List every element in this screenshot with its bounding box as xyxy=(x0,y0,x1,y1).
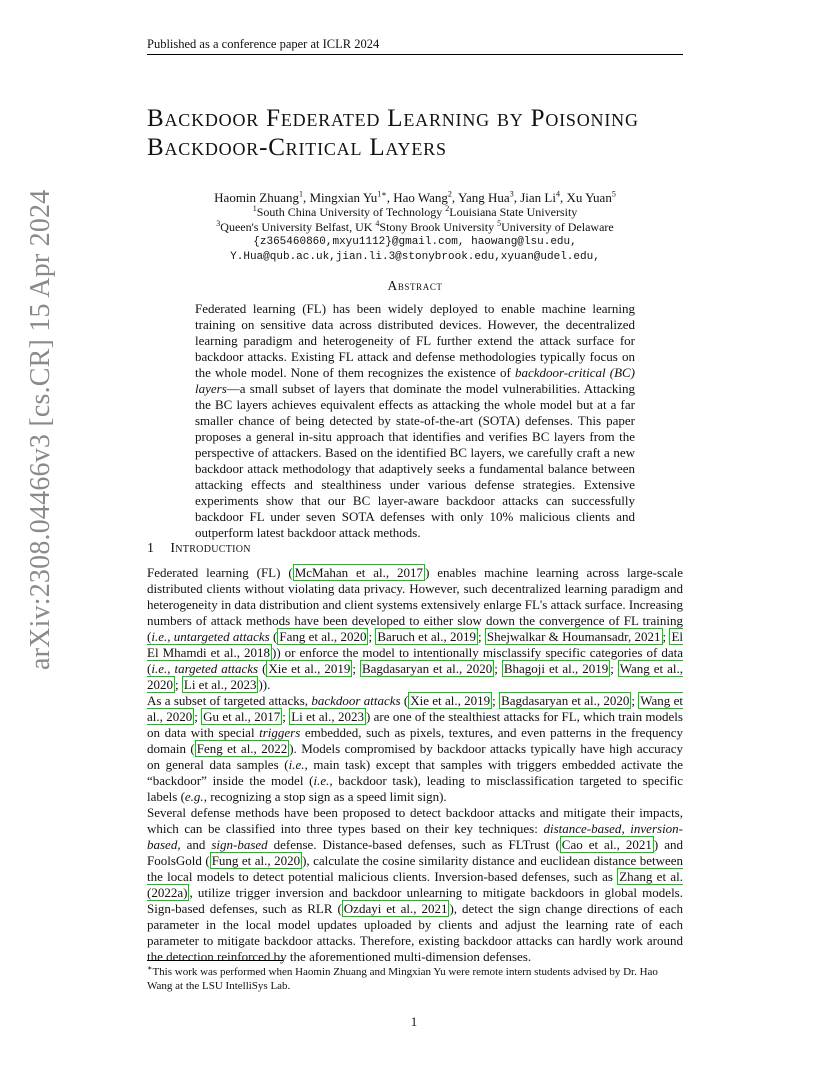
text-run: ), calculate the cosine similarity distance and euclidean distance between the local models to detect potential malicious clients. Inversion-based defenses, such as xyxy=(147,853,684,884)
abstract-heading: Abstract xyxy=(387,278,443,293)
text-run: Several defense methods have been proposed to detect backdoor attacks and mitigate their impacts, which can be classified into three types based on their key techniques: xyxy=(147,805,683,836)
text-run: , xyxy=(167,661,175,676)
citation-link[interactable]: Gu et al., 2017 xyxy=(203,709,281,724)
section-heading xyxy=(147,541,251,557)
text-run: defense. Distance-based defenses, such as FLTrust ( xyxy=(267,837,560,852)
affil-sup: 2 xyxy=(445,204,450,213)
text-run: , backdoor task), leading to misclassification targeted to specific labels ( xyxy=(147,773,683,804)
arxiv-stamp: arXiv:2308.04466v3 [cs.CR] 15 Apr 2024 xyxy=(25,189,56,670)
text-run: ) enables machine learning across large-scale distributed clients without violating data privacy. However, such decentralized learning paradigm and heterogeneity in data distribution and client systems extensively enlarge FL's attack surface. Increasing numbers of attack methods have been developed to either slow down the convergence of FL training ( xyxy=(147,565,684,644)
citation-link[interactable]: Xie et al., 2019 xyxy=(410,693,491,708)
text-run: Federated learning (FL) ( xyxy=(147,565,293,580)
author-name: Xu Yuan xyxy=(566,190,612,205)
emphasis: untargeted attacks xyxy=(173,629,270,644)
affil-sup: 3 xyxy=(216,219,221,228)
text-run: ( xyxy=(258,661,267,676)
emphasis: sign-based xyxy=(211,837,268,852)
abstract-emphasis: backdoor-critical (BC) layers xyxy=(195,365,636,396)
affiliation: Queen's University Belfast, UK xyxy=(220,220,376,234)
footnote-rule xyxy=(147,960,283,961)
emphasis: targeted attacks xyxy=(174,661,259,676)
author-name: Haomin Zhuang xyxy=(214,190,299,205)
text-run: , xyxy=(167,629,174,644)
affiliation: University of Delaware xyxy=(501,220,614,234)
text-run: , and xyxy=(177,837,212,852)
intro-paragraph-2: As a subset of targeted attacks, backdoor attacks ( Xie et al., 2019 ; Bagdasaryan et al., 2020 ; Wang et al., 2020 ; Gu et al., 2017 ; Li et al., 2023 ) are one of the stealthiest attacks for FL, which train models on data with special triggers embedded, such as pixels, textures, and even patterns in the frequency domain ( Feng et al., 2022 ). Models compromised by backdoor attacks typically have high accuracy on general data samples (i.e., main task) except that samples with triggers embedded activate the “backdoor” inside the model (i.e., backdoor task), leading to misclassification targeted to specific labels (e.g., recognizing a stop sign as a speed limit sign). xyxy=(147,693,683,804)
affiliation-line-2 xyxy=(147,220,683,235)
text-run: ) are one of the stealthiest attacks for FL, which train models on data with special xyxy=(147,709,683,740)
author-sup: 5 xyxy=(611,189,616,199)
text-run: ( xyxy=(269,629,278,644)
text-run: ) and FoolsGold ( xyxy=(147,837,683,868)
running-header: Published as a conference paper at ICLR 2024 xyxy=(147,37,380,51)
author-sup: 4 xyxy=(555,189,560,199)
author-sup: 2 xyxy=(447,189,452,199)
emphasis: inversion-based xyxy=(147,821,684,852)
citation-link[interactable]: Bagdasaryan et al., 2020 xyxy=(361,661,493,676)
header-rule xyxy=(147,54,683,55)
citation-link[interactable]: Cao et al., 2021 xyxy=(561,837,652,852)
affiliation: South China University of Technology xyxy=(256,205,446,219)
citation-link[interactable]: Feng et al., 2022 xyxy=(196,741,288,756)
citation-link[interactable]: Zhang et al. (2022a) xyxy=(147,869,683,900)
text-run: , recognizing a stop sign as a speed limit sign). xyxy=(203,789,447,804)
author-sup: 1∗ xyxy=(377,189,387,199)
citation-link[interactable]: El El Mhamdi et al., 2018 xyxy=(147,629,683,660)
text-run: i.e. xyxy=(151,661,168,676)
footnote-text: This work was performed when Haomin Zhuang and Mingxian Yu were remote intern students advised by Dr. Hao Wang at the LSU IntelliSys Lab. xyxy=(147,966,658,992)
author-name: Yang Hua xyxy=(457,190,510,205)
footnote xyxy=(147,965,683,993)
text-run: i.e. xyxy=(288,757,305,772)
affil-sup: 4 xyxy=(375,219,380,228)
page-number: 1 xyxy=(410,1014,418,1029)
text-run: embedded, such as pixels, textures, and even patterns in the frequency domain ( xyxy=(147,725,683,756)
affiliation-line-1 xyxy=(147,205,683,220)
text-run: ), detect the sign change directions of each parameter in the local model updates uploaded by clients and adjust the learning rate of each parameter to mitigate backdoor attacks. Therefore, existing backdoor attacks can hardly work around the detection reinforced by the aforementioned multi-dimension defenses. xyxy=(147,901,683,964)
text-run: ). Models compromised by backdoor attacks typically have high accuracy on general data samples ( xyxy=(147,741,683,772)
author-name: Hao Wang xyxy=(393,190,448,205)
author-names: Haomin Zhuang$^1$, Mingxian $Yu^{1∗}$, Hao Wang$^2$, Yang Hua$^3$, Jian Li$^4$, Xu Yuan$^5$ xyxy=(214,189,616,205)
text-run: )) or enforce the model to intentionally misclassify specific categories of data ( xyxy=(147,645,684,676)
citation-link[interactable]: Ozdayi et al., 2021 xyxy=(343,901,448,916)
citation-link[interactable]: Bagdasaryan et al., 2020 xyxy=(501,693,630,708)
citation-link[interactable]: Fang et al., 2020 xyxy=(279,629,367,644)
affiliation: Louisiana State University xyxy=(449,205,578,219)
affil-sup: 1 xyxy=(252,204,257,213)
author-sup: 3 xyxy=(509,189,514,199)
text-run: As a subset of targeted attacks, xyxy=(147,693,312,708)
emphasis: backdoor attacks xyxy=(311,693,401,708)
author-sup: 1 xyxy=(299,189,303,199)
citation-link[interactable]: Bhagoji et al., 2019 xyxy=(503,661,609,676)
email-line-1: {z365460860,mxyu1112}@gmail.com, haowang@lsu.edu, xyxy=(253,236,577,248)
title-line-1: Backdoor Federated Learning by Poisoning xyxy=(147,105,639,132)
intro-paragraph-3 xyxy=(147,805,683,965)
author-name: Mingxian Yu xyxy=(309,190,378,205)
emphasis: triggers xyxy=(259,725,301,740)
author-name: Jian Li xyxy=(520,190,556,205)
abstract-text-part: —a small subset of layers that dominate the model vulnerabilities. Attacking the BC layers achieves equivalent effects as attacking the whole model but at a far smaller chance of being detected by state-of-the-art (SOTA) defenses. This paper proposes a general in-situ approach that identifies and verifies BC layers from the perspective of attackers. Based on the identified BC layers, we carefully craft a new backdoor attack methodology that adaptively seeks a fundamental balance between attacking effects and stealthiness under various defense strategies. Extensive experiments show that our BC layer-aware backdoor attacks can successfully backdoor FL under seven SOTA defenses with only 10% malicious clients and outperform latest backdoor attack methods. xyxy=(195,381,635,540)
text-run: )). xyxy=(258,677,271,692)
text-run: i.e. xyxy=(151,629,168,644)
paper-title xyxy=(147,104,697,162)
title-line-2: Backdoor-Critical Layers xyxy=(147,134,447,161)
abstract-text-part: Federated learning (FL) has been widely deployed to enable machine learning training on sensitive data across distributed devices. However, the decentralized learning paradigm and heterogeneity of FL further extend the attack surface for backdoor attacks. Existing FL attack and defense methodologies typically focus on the whole model. None of them recognizes the existence of xyxy=(195,301,635,380)
section-number: 1 xyxy=(147,541,155,556)
citation-link[interactable]: McMahan et al., 2017 xyxy=(294,565,424,580)
citation-link[interactable]: Li et al., 2023 xyxy=(291,709,364,724)
citation-link[interactable]: Wang et al., 2020 xyxy=(147,693,683,724)
citation-link[interactable]: Shejwalkar & Houmansadr, 2021 xyxy=(486,629,661,644)
intro-paragraph-1: Federated learning (FL) ( McMahan et al., 2017 ) enables machine learning across large-scale distributed clients without violating data privacy. However, such decentralized learning paradigm and heterogeneity in data distribution and client systems extensively enlarge FL's attack surface. Increasing numbers of attack methods have been developed to either slow down the convergence of FL training (i.e., untargeted attacks ( Fang et al., 2020 ; Baruch et al., 2019 ; Shejwalkar & Houmansadr, 2021 ; El El Mhamdi et al., 2018 )) or enforce the model to intentionally misclassify specific categories of data (i.e., targeted attacks ( Xie et al., 2019 ; Bagdasaryan et al., 2020 ; Bhagoji et al., 2019 ; Wang et al., 2020 ; Li et al., 2023 )). xyxy=(147,565,684,692)
footnote-mark: ∗ xyxy=(147,963,153,973)
citation-link[interactable]: Wang et al., 2020 xyxy=(147,661,683,692)
citation-link[interactable]: Li et al., 2023 xyxy=(183,677,257,692)
text-run: , xyxy=(621,821,631,836)
text-run: i.e. xyxy=(313,773,330,788)
citation-link[interactable]: Fung et al., 2020 xyxy=(211,853,301,868)
affiliation: Stony Brook University xyxy=(379,220,498,234)
text-run: e.g. xyxy=(184,789,204,804)
section-title: Introduction xyxy=(170,541,251,556)
author-block xyxy=(147,190,683,265)
email-line-2: Y.Hua@qub.ac.uk,jian.li.3@stonybrook.edu,xyuan@udel.edu, xyxy=(230,251,600,263)
emphasis: distance-based xyxy=(543,821,622,836)
affil-sup: 5 xyxy=(497,219,502,228)
abstract-text xyxy=(195,301,635,541)
citation-link[interactable]: Xie et al., 2019 xyxy=(268,661,351,676)
text-run: , utilize trigger inversion and backdoor unlearning to mitigate backdoors in global models. Sign-based defenses, such as RLR ( xyxy=(147,885,683,916)
text-run: ( xyxy=(400,693,409,708)
text-run: , main task) except that samples with triggers embedded activate the “backdoor” inside the model ( xyxy=(147,757,683,788)
citation-link[interactable]: Baruch et al., 2019 xyxy=(377,629,477,644)
